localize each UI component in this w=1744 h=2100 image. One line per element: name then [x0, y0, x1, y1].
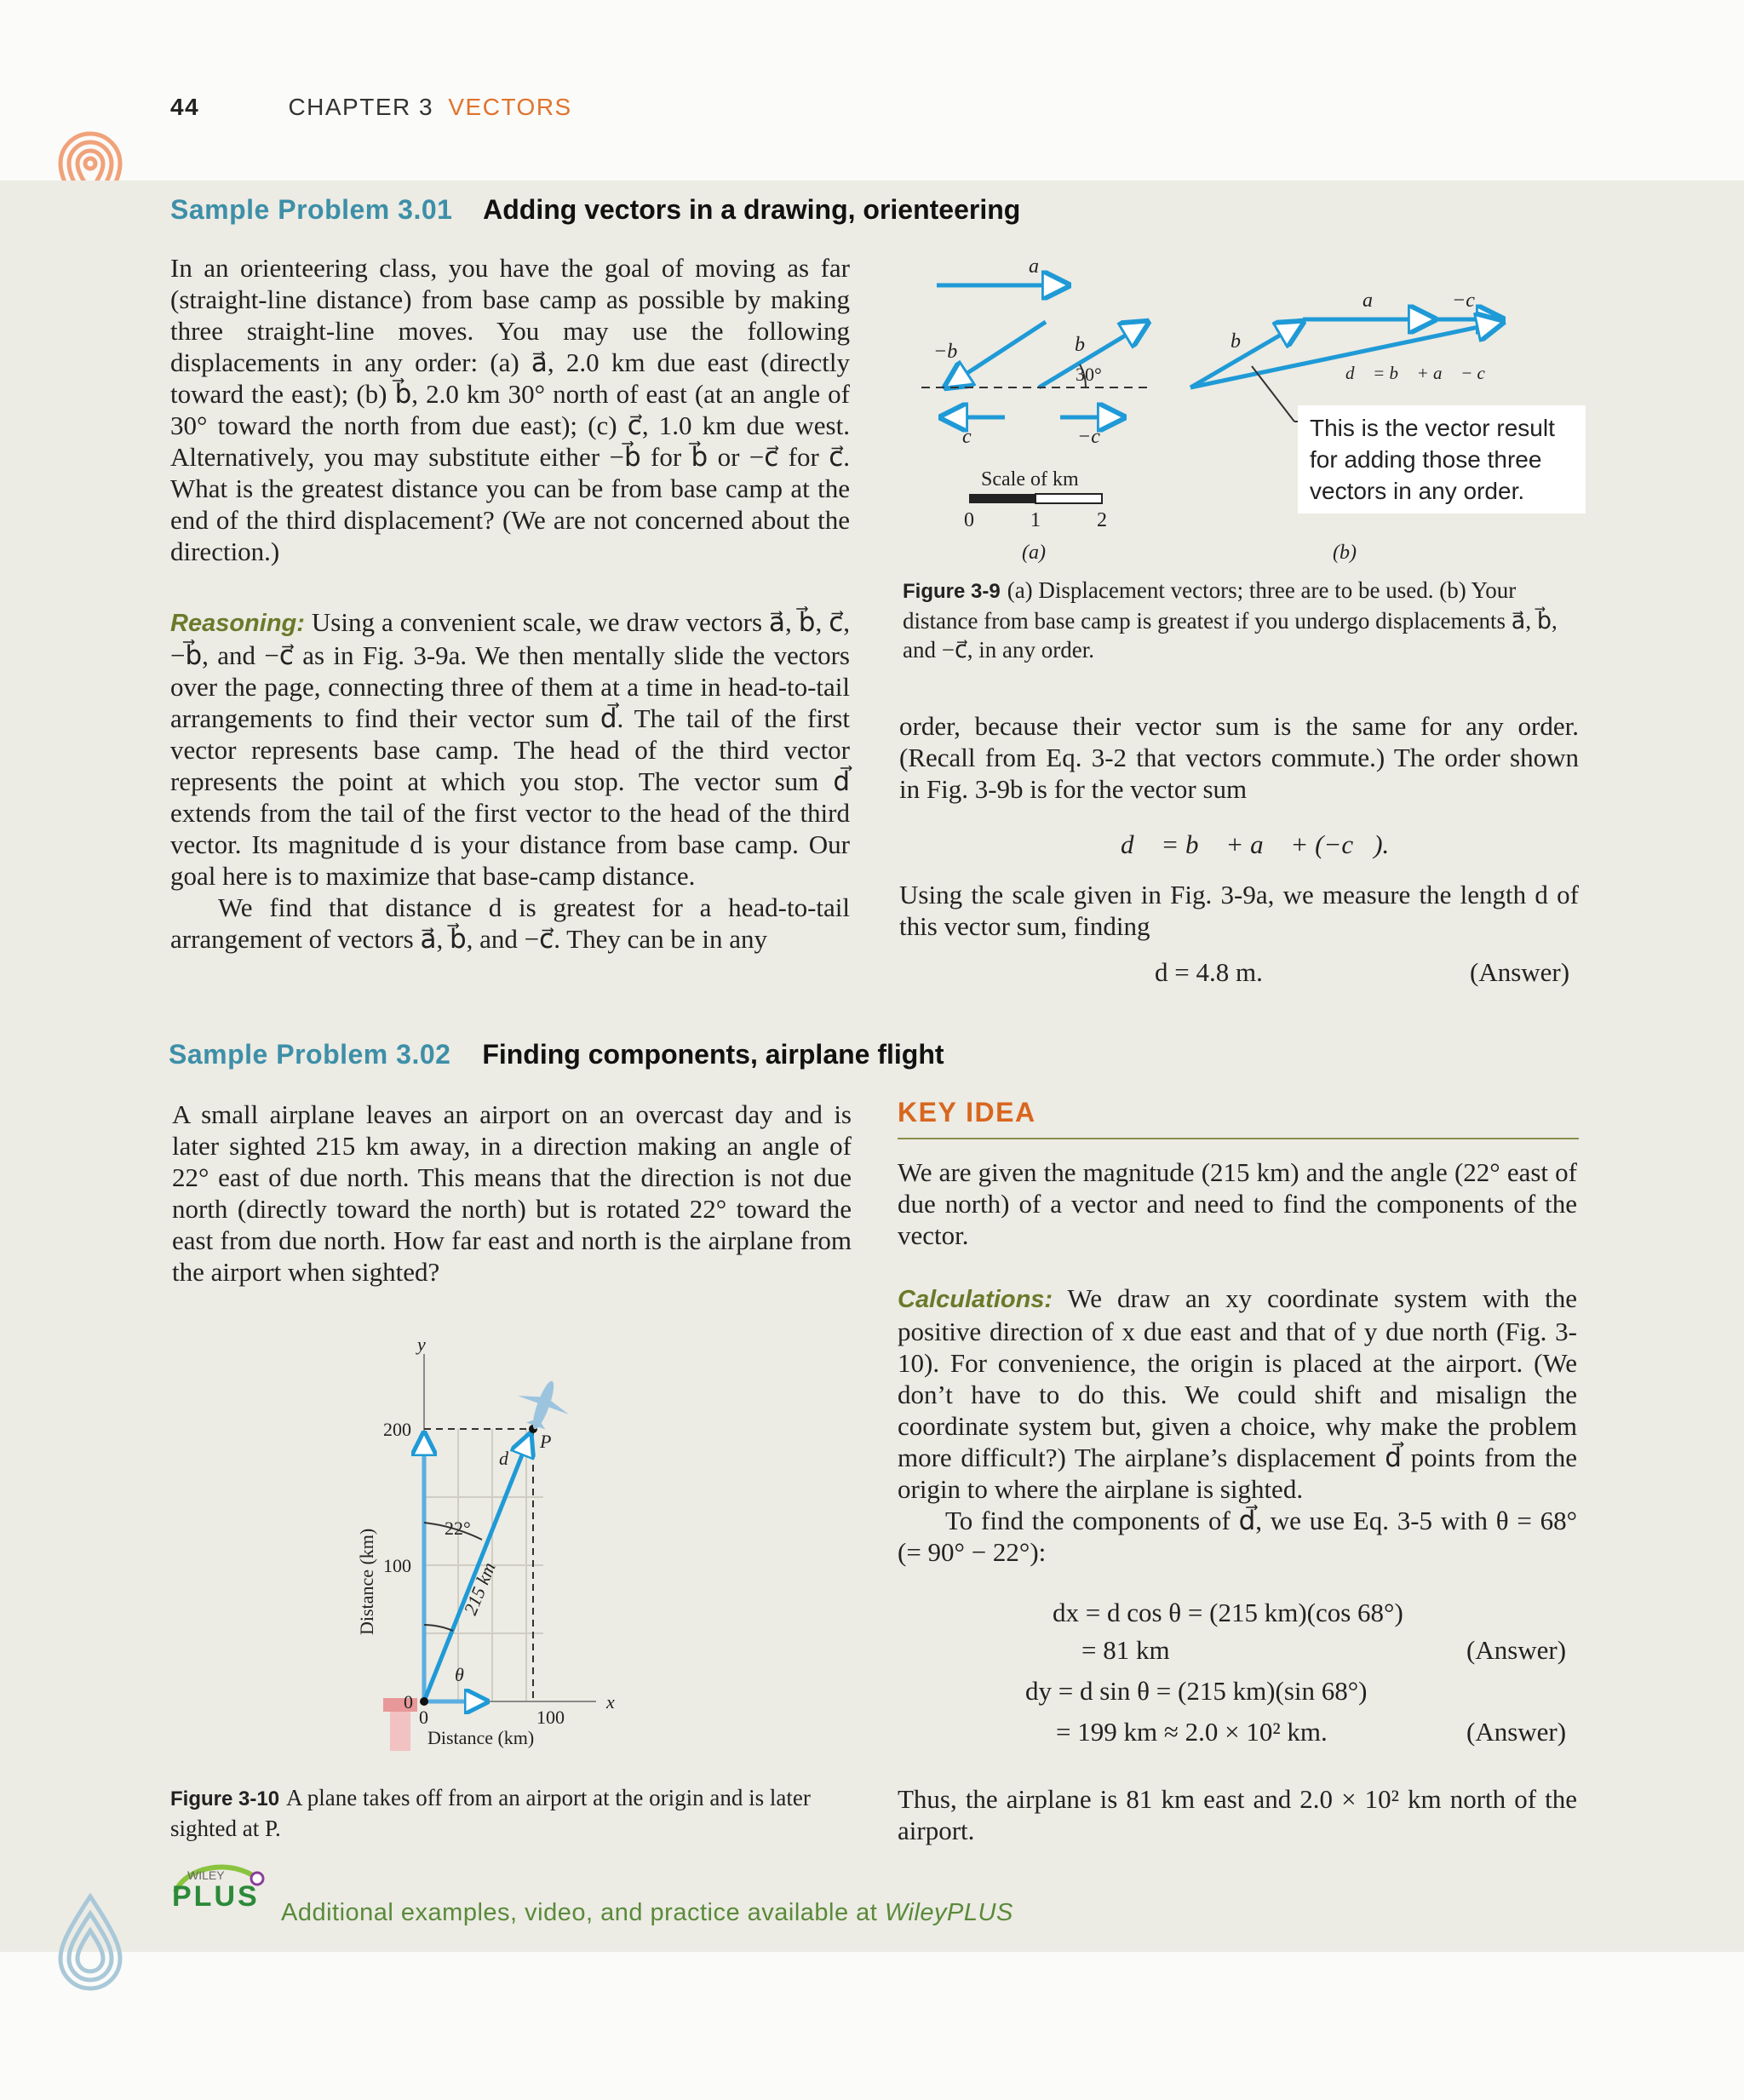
wileyplus-link[interactable]: WileyPLUS [884, 1899, 1013, 1926]
blue-drop-icon [56, 1892, 124, 1994]
reasoning-label: Reasoning: [170, 610, 305, 637]
label-neg-c: −c⃗ [1077, 426, 1116, 448]
x-tick-100: 100 [536, 1707, 565, 1728]
sample-problem-number: Sample Problem 3.01 [170, 194, 453, 225]
angle-22-label: 22° [445, 1518, 471, 1539]
sp1-continued-text: order, because their vector sum is the same for any order. (Recall from Eq. 3-2 that vectors commute.) The order shown in Fig. 3-9b is for the vector sum [899, 711, 1579, 804]
label-c: c⃗ [962, 426, 988, 448]
figure-3-10 [349, 1337, 630, 1771]
sample-problem-number: Sample Problem 3.02 [169, 1039, 451, 1070]
airplane-icon [509, 1372, 578, 1438]
footer-text [281, 1899, 1013, 1927]
key-idea-paragraph: We are given the magnitude (215 km) and the angle (22° east of due north) of a vector and need to find the components of the vector. [898, 1157, 1577, 1250]
chapter-label: CHAPTER 3 [288, 94, 434, 120]
label-sum-b: b⃗ [1231, 330, 1257, 353]
scale-tick-0: 0 [964, 509, 974, 531]
sample-problem-name: Adding vectors in a drawing, orienteering [483, 194, 1021, 225]
sample-problem-302-title [169, 1039, 944, 1070]
x-axis-letter: x [606, 1691, 615, 1713]
calculations-paragraph-2: To find the components of d⃗, we use Eq. 3-5 with θ = 68° (= 90° − 22°): [898, 1506, 1577, 1567]
vector-d-label: d⃗ [499, 1448, 524, 1469]
reasoning-text: Using a convenient scale, we draw vectors a⃗, b⃗, c⃗, −b⃗, and −c⃗ as in Fig. 3-9a. We then mentally slide the vectors over the page, connecting three of them at a time in head-to-tail arrangements to find their vector sum d⃗. The tail of the first vector represents base camp. The head of the third vector represents the point at which you stop. The vector sum d⃗ extends from the tail of the first vector to the head of the third vector. Its magnitude d is your distance from base camp. Our goal here is to maximize that base-camp distance. [170, 607, 850, 891]
footer-caption: Additional examples, video, and practice available at [281, 1899, 878, 1926]
sample-problem-301-title [170, 194, 1020, 226]
figure-3-10-caption-text: A plane takes off from an airport at the origin and is later sighted at P. [170, 1785, 811, 1841]
x-tick-0: 0 [419, 1707, 428, 1728]
key-idea-text [898, 1156, 1577, 1251]
chapter-title: VECTORS [448, 94, 572, 120]
sp2-problem-paragraph: A small airplane leaves an airport on an overcast day and is later sighted 215 km away, in a direction making an angle of 22° east of due north. This means that the direction is not due north (directly toward the north) but is rotated 22° toward the east from due north. How far east and north is the airplane from the airport when sighted? [172, 1099, 852, 1287]
page-number: 44 [170, 94, 200, 120]
conclusion-paragraph: Thus, the airplane is 81 km east and 2.0 × 10² km north of the airport. [898, 1784, 1577, 1845]
scale-tick-2: 2 [1097, 509, 1107, 531]
dx-result: = 81 km [1081, 1635, 1170, 1665]
sp1-reasoning [170, 606, 850, 955]
calculations [898, 1282, 1577, 1568]
sp1-scale-text [899, 879, 1579, 942]
point-p-label: P [540, 1431, 552, 1452]
answer-tag: (Answer) [1470, 957, 1570, 987]
sp2-problem-text [172, 1099, 852, 1288]
logo-plus-text: PLUS [172, 1880, 260, 1913]
y-axis-label: Distance (km) [356, 1528, 377, 1635]
key-idea-heading: KEY IDEA [898, 1097, 1036, 1127]
wileyplus-logo[interactable] [169, 1858, 271, 1919]
y-axis-letter: y [417, 1337, 426, 1355]
calculations-text: We draw an xy coordinate system with the positive direction of x due east and that of y due north (Fig. 3-10). For convenience, the origin is placed at the airport. (We don’t have to do this. We could shift and misalign the coordinate system but, given a choice, why make the problem more difficult?) The airplane’s displacement d⃗ points from the origin to where the airplane is sighted. [898, 1283, 1577, 1504]
figure-3-9-label: Figure 3-9 [903, 580, 1001, 603]
theta-label: θ [455, 1664, 464, 1685]
sample-problem-name: Finding components, airplane flight [482, 1039, 944, 1070]
label-a: a⃗ [1029, 255, 1055, 278]
callout-leader [1252, 366, 1294, 422]
figure-3-10-caption [170, 1783, 835, 1843]
dy-equation: dy = d sin θ = (215 km)(sin 68°) [1025, 1676, 1368, 1706]
y-tick-200: 200 [383, 1419, 411, 1440]
part-b-label: (b) [1333, 542, 1357, 564]
running-header [170, 94, 572, 121]
calculations-label: Calculations: [898, 1286, 1053, 1313]
label-sum-neg-c: −c⃗ [1452, 290, 1491, 312]
scale-label: Scale of km [981, 468, 1079, 491]
dy-answer-tag: (Answer) [1466, 1717, 1567, 1747]
figure-callout: This is the vector result for adding those three vectors in any order. [1298, 405, 1586, 514]
angle-30-label: 30° [1076, 364, 1102, 385]
origin-point [420, 1697, 428, 1706]
logo-wiley-text: WILEY [187, 1868, 225, 1882]
magnitude-label: 215 km [459, 1559, 500, 1618]
sp1-continued [899, 710, 1579, 805]
scale-bar-black [969, 494, 1036, 503]
sp1-scale-paragraph: Using the scale given in Fig. 3-9a, we measure the length d of this vector sum, finding [899, 880, 1579, 941]
reasoning-paragraph-2: We find that distance d is greatest for a head-to-tail arrangement of vectors a⃗, b⃗, and −c⃗. They can be in any [170, 892, 850, 954]
x-axis-label: Distance (km) [427, 1727, 535, 1748]
answer-equation: d = 4.8 m. [1155, 957, 1263, 987]
part-a-label: (a) [1022, 542, 1046, 564]
dx-equation: dx = d cos θ = (215 km)(cos 68°) [1053, 1598, 1403, 1627]
conclusion [898, 1783, 1577, 1846]
figure-3-9-caption [903, 576, 1584, 664]
sp1-problem-text [170, 252, 850, 567]
figure-3-10-label: Figure 3-10 [170, 1787, 280, 1810]
scale-tick-1: 1 [1030, 509, 1041, 531]
label-sum-equation: d⃗ = b⃗ + a⃗ − c⃗ [1345, 363, 1500, 383]
figure-3-9-caption-text: (a) Displacement vectors; three are to be used. (b) Your distance from base camp is greatest if you undergo displacements a⃗, b⃗, and −c⃗, in any order. [903, 577, 1558, 663]
label-b: b⃗ [1075, 334, 1101, 356]
dy-result: = 199 km ≈ 2.0 × 10² km. [1056, 1717, 1328, 1747]
y-tick-100: 100 [383, 1555, 411, 1576]
sp1-problem-paragraph: In an orienteering class, you have the goal of moving as far (straight-line distance) from base camp as possible by making three straight-line moves. You may use the following displacements in any order: (a) a⃗, 2.0 km due east (directly toward the east); (b) b⃗, 2.0 km 30° north of east (at an angle of 30° toward the north from due east); (c) c⃗, 1.0 km due west. Alternatively, you may substitute either −b⃗ for b⃗ or −c⃗ for c⃗. What is the greatest distance you can be from base camp at the end of the third displacement? (We are not concerned about the direction.) [170, 253, 850, 566]
key-idea-rule [898, 1138, 1579, 1139]
scale-bar-white [1036, 494, 1102, 503]
y-tick-0: 0 [404, 1691, 413, 1713]
dx-answer-tag: (Answer) [1466, 1635, 1567, 1665]
label-neg-b: −b⃗ [933, 341, 973, 363]
label-sum-a: a⃗ [1362, 290, 1389, 312]
vector-sum-equation: d⃗ = b⃗ + a⃗ + (−c⃗). [1121, 829, 1390, 859]
